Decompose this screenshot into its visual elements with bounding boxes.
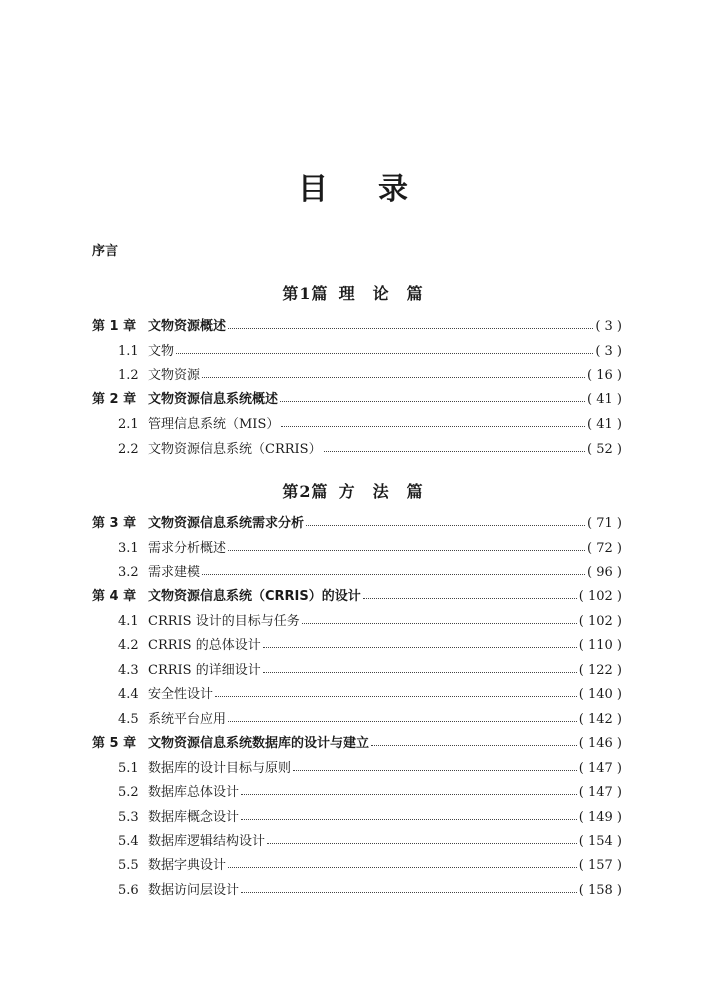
entry-title: 文物资源信息系统需求分析 (148, 516, 305, 531)
toc-section-row[interactable] (92, 633, 622, 653)
entry-title: CRRIS 设计的目标与任务 (148, 614, 300, 629)
section-number: 1.2 (118, 368, 139, 383)
section-number: 4.2 (118, 638, 139, 653)
page-number: ( 41 ) (587, 417, 622, 432)
page-title: 目录 (298, 172, 458, 207)
section-number: 5.6 (118, 883, 139, 898)
toc-section-row[interactable] (92, 412, 622, 432)
section-number: 5.3 (118, 810, 139, 825)
dot-leader (371, 745, 577, 746)
dot-leader (241, 892, 577, 893)
section-number: 2.2 (118, 442, 139, 457)
page-number: ( 122 ) (578, 663, 622, 678)
page-number: ( 71 ) (587, 516, 622, 531)
entry-title: 文物资源信息系统概述 (148, 392, 279, 407)
page-number: ( 154 ) (578, 834, 622, 849)
entry-title: 文物资源概述 (148, 319, 227, 334)
section-number: 5.2 (118, 785, 139, 800)
section-number: 3.2 (118, 565, 139, 580)
section-number: 2.1 (118, 417, 139, 432)
dot-leader (363, 598, 577, 599)
section-number: 5.5 (118, 858, 139, 873)
page-number: ( 110 ) (578, 638, 622, 653)
toc-section-row[interactable] (92, 560, 622, 580)
page-number: ( 140 ) (578, 687, 622, 702)
section-number: 4.1 (118, 614, 139, 629)
toc-section-row[interactable] (92, 853, 622, 873)
dot-leader (302, 623, 577, 624)
toc-section-row[interactable] (92, 756, 622, 776)
entry-title: CRRIS 的总体设计 (148, 638, 261, 653)
chapter-number: 第 3 章 (92, 516, 137, 531)
chapter-number: 第 4 章 (92, 589, 137, 604)
toc-section-row[interactable] (92, 658, 622, 678)
entry-title: 系统平台应用 (148, 712, 227, 727)
dot-leader (293, 770, 577, 771)
dot-leader (263, 647, 577, 648)
entry-title: 需求建模 (148, 565, 201, 580)
section-number: 5.4 (118, 834, 139, 849)
entry-title: 安全性设计 (148, 687, 214, 702)
section-number: 4.3 (118, 663, 139, 678)
page-number: ( 142 ) (578, 712, 622, 727)
page-number: ( 72 ) (587, 541, 622, 556)
toc-section-row[interactable] (92, 805, 622, 825)
part-label: 第2篇 (282, 482, 329, 501)
entry-title: 数据库逻辑结构设计 (148, 834, 266, 849)
section-number: 5.1 (118, 761, 139, 776)
toc-section-row[interactable] (92, 682, 622, 702)
toc-section-row[interactable] (92, 707, 622, 727)
toc-chapter-row[interactable] (92, 511, 622, 531)
part-heading (0, 479, 706, 502)
dot-leader (281, 426, 585, 427)
dot-leader (324, 451, 585, 452)
entry-title: 文物资源 (148, 368, 201, 383)
section-number: 1.1 (118, 344, 139, 359)
dot-leader (202, 377, 585, 378)
section-number: 4.4 (118, 687, 139, 702)
entry-title: 数据字典设计 (148, 858, 227, 873)
toc-chapter-row[interactable] (92, 731, 622, 751)
toc-chapter-row[interactable] (92, 314, 622, 334)
entry-title: 文物资源信息系统数据库的设计与建立 (148, 736, 370, 751)
page-number: ( 158 ) (578, 883, 622, 898)
entry-title: CRRIS 的详细设计 (148, 663, 261, 678)
page-number: ( 52 ) (587, 442, 622, 457)
entry-title: 管理信息系统（MIS） (148, 417, 280, 432)
page-number: ( 41 ) (587, 392, 622, 407)
entry-title: 需求分析概述 (148, 541, 227, 556)
toc-section-row[interactable] (92, 780, 622, 800)
entry-title: 文物 (148, 344, 175, 359)
toc-section-row[interactable] (92, 363, 622, 383)
entry-title: 文物资源信息系统（CRRIS）的设计 (148, 589, 361, 604)
page-number: ( 102 ) (578, 614, 622, 629)
page-number: ( 147 ) (578, 761, 622, 776)
dot-leader (202, 574, 585, 575)
toc-section-row[interactable] (92, 339, 622, 359)
toc-section-row[interactable] (92, 878, 622, 898)
page-number: ( 3 ) (595, 319, 622, 334)
entry-title: 数据访问层设计 (148, 883, 240, 898)
part-label: 第1篇 (282, 284, 329, 303)
entry-title: 数据库的设计目标与原则 (148, 761, 292, 776)
entry-title: 文物资源信息系统（CRRIS） (148, 442, 322, 457)
chapter-number: 第 2 章 (92, 392, 137, 407)
page-number: ( 157 ) (578, 858, 622, 873)
page-number: ( 149 ) (578, 810, 622, 825)
chapter-number: 第 5 章 (92, 736, 137, 751)
toc-chapter-row[interactable] (92, 387, 622, 407)
page-number: ( 96 ) (587, 565, 622, 580)
page-number: ( 146 ) (578, 736, 622, 751)
toc-section-row[interactable] (92, 829, 622, 849)
page-number: ( 102 ) (578, 589, 622, 604)
section-number: 4.5 (118, 712, 139, 727)
toc-section-row[interactable] (92, 437, 622, 457)
dot-leader (280, 401, 585, 402)
dot-leader (263, 672, 577, 673)
part-name: 理 论 篇 (338, 284, 424, 303)
dot-leader (306, 525, 585, 526)
page-number: ( 3 ) (595, 344, 622, 359)
page-number: ( 16 ) (587, 368, 622, 383)
entry-title: 数据库总体设计 (148, 785, 240, 800)
dot-leader (241, 819, 577, 820)
preface-entry: 序言 (92, 244, 119, 259)
part-name: 方 法 篇 (338, 482, 424, 501)
dot-leader (228, 721, 577, 722)
entry-title: 数据库概念设计 (148, 810, 240, 825)
dot-leader (267, 843, 577, 844)
dot-leader (241, 794, 577, 795)
chapter-number: 第 1 章 (92, 319, 137, 334)
dot-leader (215, 696, 577, 697)
toc-chapter-row[interactable] (92, 584, 622, 604)
toc-section-row[interactable] (92, 609, 622, 629)
dot-leader (176, 353, 593, 354)
toc-section-row[interactable] (92, 536, 622, 556)
part-heading (0, 281, 706, 304)
dot-leader (228, 867, 577, 868)
section-number: 3.1 (118, 541, 139, 556)
page-number: ( 147 ) (578, 785, 622, 800)
dot-leader (228, 328, 593, 329)
dot-leader (228, 550, 585, 551)
